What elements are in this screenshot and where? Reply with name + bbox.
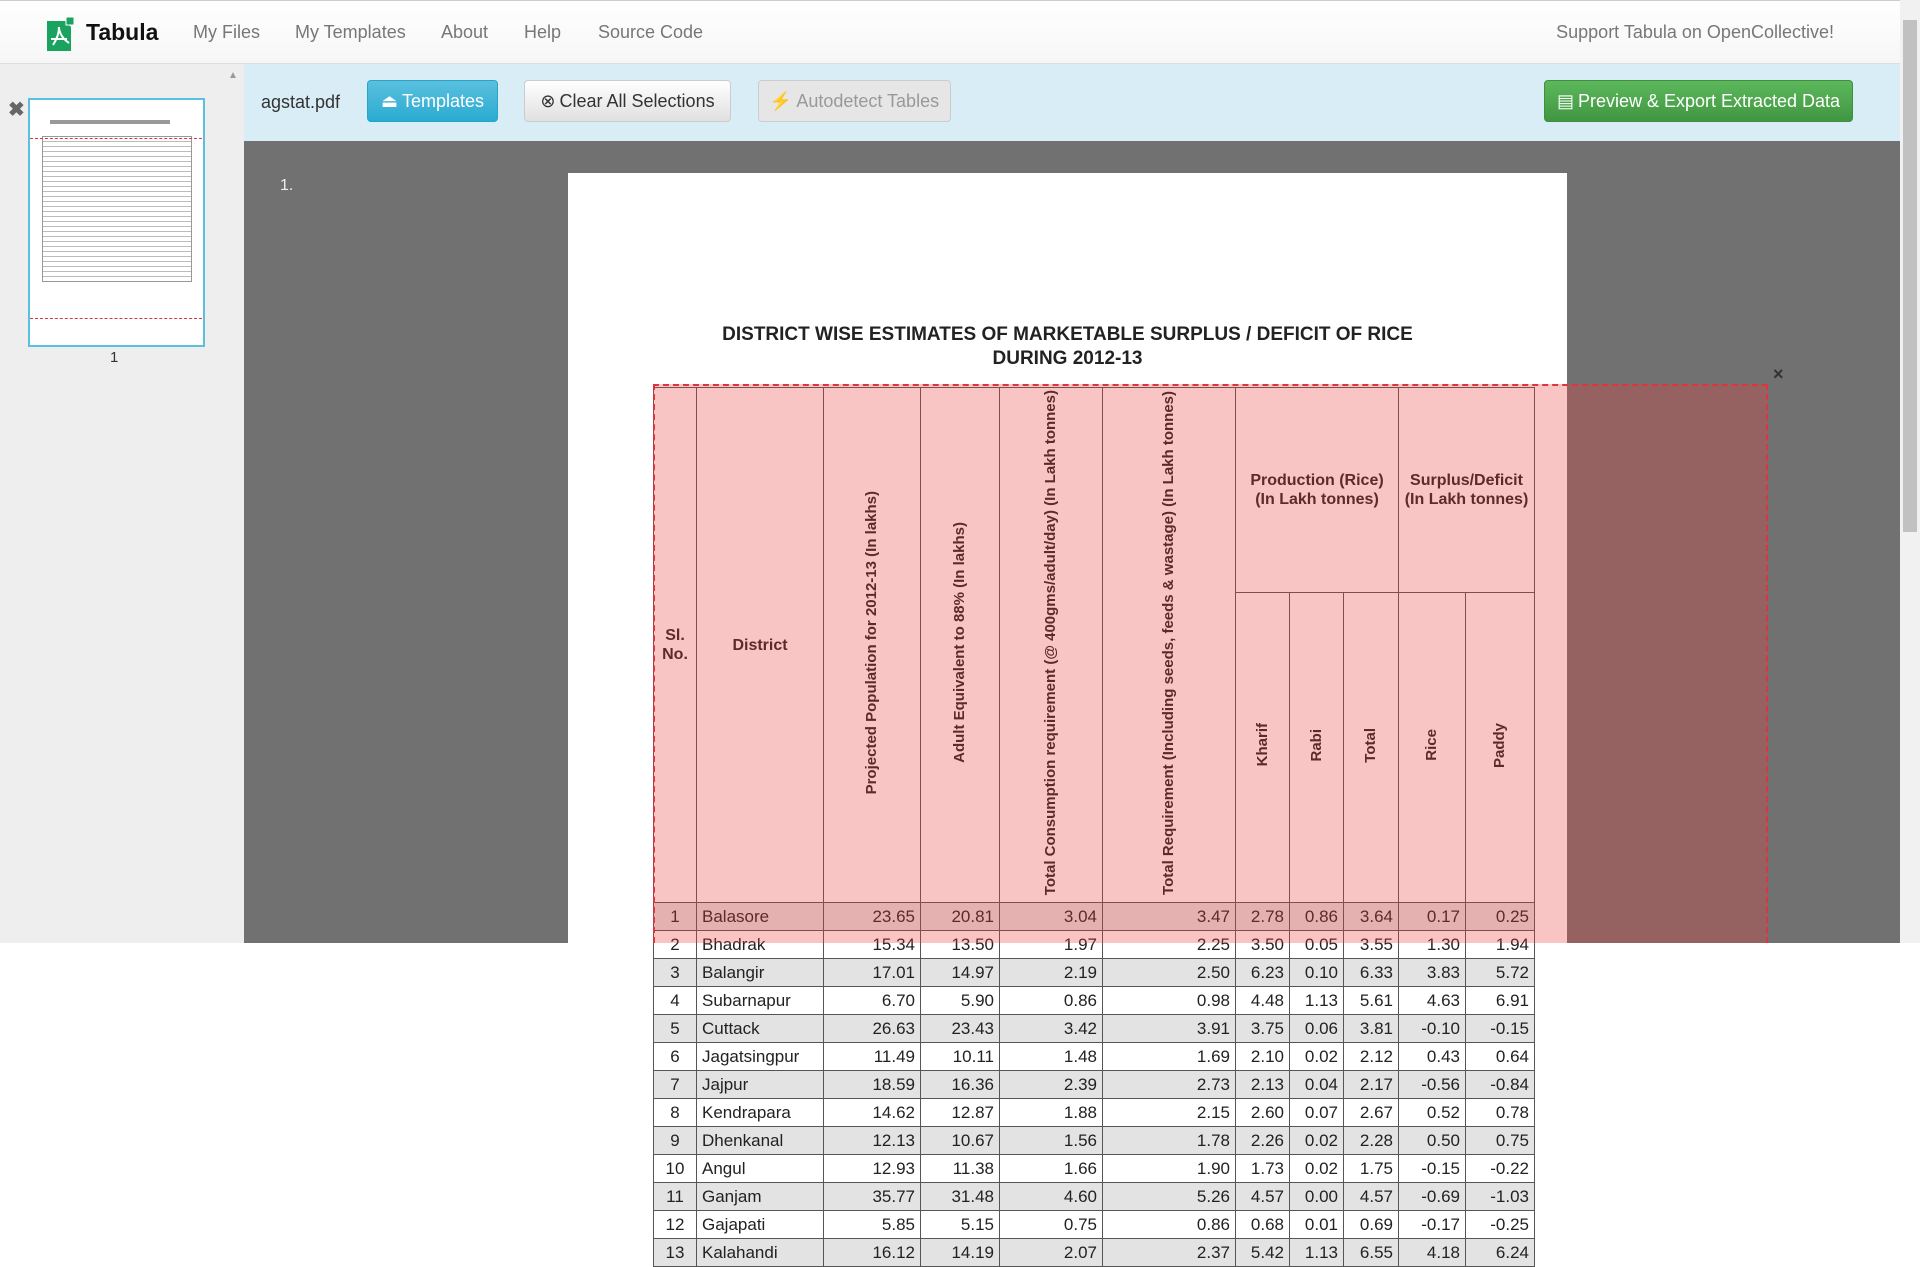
cell-value: 23.65 xyxy=(824,903,921,931)
cell-district: Jagatsingpur xyxy=(697,1043,824,1071)
cell-value: 6.24 xyxy=(1466,1239,1535,1267)
cell-value: -0.69 xyxy=(1399,1183,1466,1211)
cell-value: 0.04 xyxy=(1290,1071,1344,1099)
cell-sl-no: 7 xyxy=(654,1071,697,1099)
cell-value: 0.01 xyxy=(1290,1211,1344,1239)
nav-source-code[interactable]: Source Code xyxy=(598,22,704,42)
table-row xyxy=(654,1155,1535,1183)
cell-district: Kendrapara xyxy=(697,1099,824,1127)
cell-district: Ganjam xyxy=(697,1183,824,1211)
cell-value: 3.04 xyxy=(1000,903,1103,931)
cell-value: 1.69 xyxy=(1103,1043,1236,1071)
cell-value: 6.33 xyxy=(1344,959,1399,987)
cell-value: 0.00 xyxy=(1290,1183,1344,1211)
cell-value: 0.17 xyxy=(1399,903,1466,931)
cell-value: 3.47 xyxy=(1103,903,1236,931)
table-row xyxy=(654,1239,1535,1267)
table-row xyxy=(654,1099,1535,1127)
cell-value: 6.91 xyxy=(1466,987,1535,1015)
cell-value: 12.93 xyxy=(824,1155,921,1183)
cell-value: 0.86 xyxy=(1000,987,1103,1015)
cell-value: -0.56 xyxy=(1399,1071,1466,1099)
cell-value: -0.15 xyxy=(1399,1155,1466,1183)
cell-value: 4.18 xyxy=(1399,1239,1466,1267)
cell-value: 6.55 xyxy=(1344,1239,1399,1267)
document-title xyxy=(568,323,1567,371)
pdf-viewer xyxy=(244,141,1900,1262)
cell-value: 15.34 xyxy=(824,931,921,959)
table-row xyxy=(654,1015,1535,1043)
cell-sl-no: 8 xyxy=(654,1099,697,1127)
cell-value: 5.85 xyxy=(824,1211,921,1239)
cell-value: 23.43 xyxy=(921,1015,1000,1043)
autodetect-tables-button[interactable] xyxy=(758,80,951,122)
cell-value: 2.78 xyxy=(1236,903,1290,931)
cell-sl-no: 12 xyxy=(654,1211,697,1239)
cell-value: 2.19 xyxy=(1000,959,1103,987)
support-link[interactable]: Support Tabula on OpenCollective! xyxy=(1556,22,1834,42)
cell-value: 1.13 xyxy=(1290,987,1344,1015)
subheader-total: Total xyxy=(1344,593,1399,903)
cell-value: -1.03 xyxy=(1466,1183,1535,1211)
cell-sl-no: 3 xyxy=(654,959,697,987)
cell-value: 13.50 xyxy=(921,931,1000,959)
page-thumbnail[interactable] xyxy=(28,98,205,347)
cell-value: 5.90 xyxy=(921,987,1000,1015)
cell-value: 0.50 xyxy=(1399,1127,1466,1155)
cell-value: 5.26 xyxy=(1103,1183,1236,1211)
cell-value: 0.10 xyxy=(1290,959,1344,987)
cell-sl-no: 6 xyxy=(654,1043,697,1071)
cell-value: 2.39 xyxy=(1000,1071,1103,1099)
cell-value: 3.55 xyxy=(1344,931,1399,959)
templates-icon: ⏏ xyxy=(380,90,398,111)
header-population: Projected Population for 2012-13 (In lakhs) xyxy=(824,388,921,903)
cell-district: Cuttack xyxy=(697,1015,824,1043)
cell-district: Gajapati xyxy=(697,1211,824,1239)
cell-value: -0.22 xyxy=(1466,1155,1535,1183)
cell-value: 1.56 xyxy=(1000,1127,1103,1155)
header-adult-equivalent: Adult Equivalent to 88% (In lakhs) xyxy=(921,388,1000,903)
cell-value: 0.43 xyxy=(1399,1043,1466,1071)
cell-value: 12.13 xyxy=(824,1127,921,1155)
cell-value: 0.06 xyxy=(1290,1015,1344,1043)
templates-label: Templates xyxy=(401,90,485,111)
cell-district: Balangir xyxy=(697,959,824,987)
table-row xyxy=(654,1043,1535,1071)
cell-value: -0.15 xyxy=(1466,1015,1535,1043)
cell-value: 4.57 xyxy=(1236,1183,1290,1211)
close-circle-icon: ⊗ xyxy=(540,90,556,111)
cell-value: 0.75 xyxy=(1000,1211,1103,1239)
table-row xyxy=(654,1211,1535,1239)
cell-value: 1.94 xyxy=(1466,931,1535,959)
nav-about[interactable]: About xyxy=(441,22,489,42)
table-row xyxy=(654,1127,1535,1155)
cell-sl-no: 10 xyxy=(654,1155,697,1183)
clear-selections-button[interactable] xyxy=(524,80,731,122)
cell-value: 11.38 xyxy=(921,1155,1000,1183)
cell-value: 5.15 xyxy=(921,1211,1000,1239)
nav-help[interactable]: Help xyxy=(524,22,562,42)
table-row xyxy=(654,1071,1535,1099)
page-scrollbar[interactable] xyxy=(1900,0,1920,943)
header-district: District xyxy=(697,388,824,903)
table-row xyxy=(654,987,1535,1015)
header-surplus-deficit: Surplus/Deficit (In Lakh tonnes) xyxy=(1399,388,1535,593)
remove-page-icon[interactable]: ✖ xyxy=(8,99,25,121)
cell-value: 0.25 xyxy=(1466,903,1535,931)
cell-value: 31.48 xyxy=(921,1183,1000,1211)
cell-district: Jajpur xyxy=(697,1071,824,1099)
subheader-rabi: Rabi xyxy=(1290,593,1344,903)
cell-value: 3.64 xyxy=(1344,903,1399,931)
cell-value: 6.70 xyxy=(824,987,921,1015)
cell-district: Kalahandi xyxy=(697,1239,824,1267)
cell-value: 0.07 xyxy=(1290,1099,1344,1127)
autodetect-label: Autodetect Tables xyxy=(796,90,940,111)
cell-value: 2.26 xyxy=(1236,1127,1290,1155)
header-consumption: Total Consumption requirement (@ 400gms/adult/day) (In Lakh tonnes) xyxy=(1000,388,1103,903)
preview-export-button[interactable] xyxy=(1544,80,1853,122)
cell-value: 3.91 xyxy=(1103,1015,1236,1043)
cell-sl-no: 13 xyxy=(654,1239,697,1267)
cell-value: 1.48 xyxy=(1000,1043,1103,1071)
subheader-rice: Rice xyxy=(1399,593,1466,903)
cell-value: 14.62 xyxy=(824,1099,921,1127)
cell-value: -0.25 xyxy=(1466,1211,1535,1239)
cell-sl-no: 2 xyxy=(654,931,697,959)
scroll-up-icon[interactable]: ▲ xyxy=(228,70,238,81)
cell-value: 2.12 xyxy=(1344,1043,1399,1071)
list-icon: ▤ xyxy=(1556,90,1574,111)
cell-value: 1.73 xyxy=(1236,1155,1290,1183)
header-production: Production (Rice) (In Lakh tonnes) xyxy=(1236,388,1399,593)
cell-value: 14.97 xyxy=(921,959,1000,987)
cell-value: 4.63 xyxy=(1399,987,1466,1015)
lightning-icon: ⚡ xyxy=(769,90,793,111)
cell-value: 1.97 xyxy=(1000,931,1103,959)
cell-value: -0.84 xyxy=(1466,1071,1535,1099)
remove-selection-icon[interactable]: × xyxy=(1773,364,1784,384)
brand[interactable]: Tabula xyxy=(86,19,159,45)
header-total-requirement: Total Requirement (Including seeds, feeds & wastage) (In Lakh tonnes) xyxy=(1103,388,1236,903)
cell-value: 3.75 xyxy=(1236,1015,1290,1043)
header-sl-no: Sl. No. xyxy=(654,388,697,903)
cell-value: 0.64 xyxy=(1466,1043,1535,1071)
cell-value: 0.68 xyxy=(1236,1211,1290,1239)
cell-value: 2.28 xyxy=(1344,1127,1399,1155)
thumbnail-page-number: 1 xyxy=(110,349,119,366)
cell-value: 2.37 xyxy=(1103,1239,1236,1267)
title-line-1: DISTRICT WISE ESTIMATES OF MARKETABLE SURPLUS / DEFICIT OF RICE xyxy=(722,324,1413,345)
nav-my-files[interactable]: My Files xyxy=(193,22,260,42)
cell-value: 2.10 xyxy=(1236,1043,1290,1071)
cell-value: 3.42 xyxy=(1000,1015,1103,1043)
cell-value: 1.13 xyxy=(1290,1239,1344,1267)
cell-district: Subarnapur xyxy=(697,987,824,1015)
export-label: Preview & Export Extracted Data xyxy=(1577,90,1841,111)
cell-value: 4.57 xyxy=(1344,1183,1399,1211)
table-row xyxy=(654,1183,1535,1211)
cell-value: 11.49 xyxy=(824,1043,921,1071)
cell-value: 0.98 xyxy=(1103,987,1236,1015)
cell-district: Angul xyxy=(697,1155,824,1183)
title-line-2: DURING 2012-13 xyxy=(992,348,1143,369)
cell-value: 16.12 xyxy=(824,1239,921,1267)
cell-value: 18.59 xyxy=(824,1071,921,1099)
cell-value: 2.15 xyxy=(1103,1099,1236,1127)
cell-value: 2.25 xyxy=(1103,931,1236,959)
cell-value: 17.01 xyxy=(824,959,921,987)
cell-value: 0.78 xyxy=(1466,1099,1535,1127)
subheader-kharif: Kharif xyxy=(1236,593,1290,903)
cell-value: 1.88 xyxy=(1000,1099,1103,1127)
top-navbar xyxy=(0,0,1900,64)
cell-value: 0.02 xyxy=(1290,1043,1344,1071)
cell-value: 0.52 xyxy=(1399,1099,1466,1127)
cell-value: 3.81 xyxy=(1344,1015,1399,1043)
cell-value: 5.61 xyxy=(1344,987,1399,1015)
cell-value: 1.90 xyxy=(1103,1155,1236,1183)
cell-value: 35.77 xyxy=(824,1183,921,1211)
nav-my-templates[interactable]: My Templates xyxy=(295,22,406,42)
cell-value: -0.17 xyxy=(1399,1211,1466,1239)
cell-value: 0.86 xyxy=(1103,1211,1236,1239)
cell-sl-no: 11 xyxy=(654,1183,697,1211)
cell-district: Bhadrak xyxy=(697,931,824,959)
cell-sl-no: 9 xyxy=(654,1127,697,1155)
cell-value: 4.48 xyxy=(1236,987,1290,1015)
clear-label: Clear All Selections xyxy=(559,90,715,111)
table-row xyxy=(654,959,1535,987)
cell-value: 12.87 xyxy=(921,1099,1000,1127)
cell-value: 10.67 xyxy=(921,1127,1000,1155)
cell-value: 1.75 xyxy=(1344,1155,1399,1183)
cell-value: 1.30 xyxy=(1399,931,1466,959)
filename: agstat.pdf xyxy=(261,92,341,112)
cell-value: 0.02 xyxy=(1290,1155,1344,1183)
cell-value: 14.19 xyxy=(921,1239,1000,1267)
cell-value: 2.67 xyxy=(1344,1099,1399,1127)
cell-value: 1.66 xyxy=(1000,1155,1103,1183)
toolbar xyxy=(244,64,1900,141)
cell-value: 2.73 xyxy=(1103,1071,1236,1099)
cell-value: 2.60 xyxy=(1236,1099,1290,1127)
cell-value: 2.17 xyxy=(1344,1071,1399,1099)
cell-value: 2.07 xyxy=(1000,1239,1103,1267)
cell-value: 0.86 xyxy=(1290,903,1344,931)
page-number-label: 1. xyxy=(280,177,294,194)
cell-value: 0.69 xyxy=(1344,1211,1399,1239)
cell-value: 10.11 xyxy=(921,1043,1000,1071)
cell-district: Dhenkanal xyxy=(697,1127,824,1155)
cell-value: 0.05 xyxy=(1290,931,1344,959)
cell-value: 26.63 xyxy=(824,1015,921,1043)
cell-sl-no: 4 xyxy=(654,987,697,1015)
cell-district: Balasore xyxy=(697,903,824,931)
cell-value: 5.42 xyxy=(1236,1239,1290,1267)
cell-value: -0.10 xyxy=(1399,1015,1466,1043)
cell-value: 0.02 xyxy=(1290,1127,1344,1155)
cell-value: 20.81 xyxy=(921,903,1000,931)
cell-value: 2.50 xyxy=(1103,959,1236,987)
subheader-paddy: Paddy xyxy=(1466,593,1535,903)
cell-value: 3.50 xyxy=(1236,931,1290,959)
scrollbar-thumb[interactable] xyxy=(1903,20,1917,532)
cell-value: 0.75 xyxy=(1466,1127,1535,1155)
tabula-logo-icon[interactable] xyxy=(47,15,75,51)
cell-sl-no: 1 xyxy=(654,903,697,931)
cell-value: 6.23 xyxy=(1236,959,1290,987)
cell-value: 3.83 xyxy=(1399,959,1466,987)
cell-value: 2.13 xyxy=(1236,1071,1290,1099)
cell-value: 1.78 xyxy=(1103,1127,1236,1155)
cell-value: 4.60 xyxy=(1000,1183,1103,1211)
table-selection-area[interactable] xyxy=(653,384,1768,943)
templates-button[interactable] xyxy=(367,80,498,122)
cell-sl-no: 5 xyxy=(654,1015,697,1043)
cell-value: 5.72 xyxy=(1466,959,1535,987)
cell-value: 16.36 xyxy=(921,1071,1000,1099)
